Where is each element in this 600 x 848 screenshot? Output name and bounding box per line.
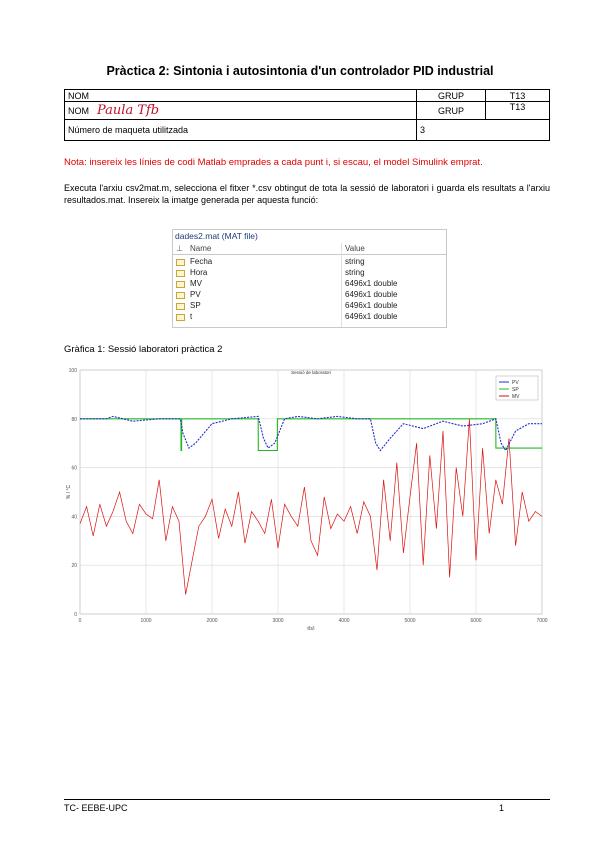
variable-icon — [176, 270, 185, 277]
workspace-screenshot — [172, 229, 447, 328]
page-title: Pràctica 2: Sintonia i autosintonia d'un controlador PID industrial — [106, 64, 494, 78]
handwritten-signature: Paula Tfb — [97, 103, 160, 118]
nom-label: NOM — [68, 106, 89, 116]
legend-label-sp: SP — [512, 387, 519, 393]
y-tick-label: 80 — [71, 416, 77, 423]
grup-value-2[interactable]: T13 — [486, 102, 550, 120]
var-name: t — [190, 312, 193, 321]
var-value: string — [345, 268, 365, 277]
name-column-header[interactable]: Name — [190, 244, 212, 253]
x-tick-label: 6000 — [470, 618, 482, 624]
value-column-header[interactable]: Value — [345, 244, 365, 253]
page-number: 1 — [499, 803, 505, 813]
nom-field-2[interactable] — [65, 102, 417, 120]
nom-label: NOM — [68, 90, 89, 101]
list-item[interactable] — [173, 301, 446, 312]
grup-label-cell: GRUP — [417, 102, 486, 120]
var-name: Hora — [190, 268, 208, 277]
variable-icon — [176, 259, 185, 266]
footer-divider — [64, 799, 550, 800]
var-value: 6496x1 double — [345, 279, 398, 288]
var-name: PV — [190, 290, 201, 299]
chart-title: Sessió de laboratori — [291, 370, 331, 375]
list-item[interactable] — [173, 312, 446, 323]
y-tick-label: 20 — [71, 563, 77, 570]
x-tick-label: 1000 — [140, 618, 152, 624]
x-tick-label: 0 — [78, 618, 82, 624]
x-tick-label: 5000 — [404, 618, 416, 624]
workspace-title: dades2.mat (MAT file) — [175, 231, 258, 241]
list-item[interactable] — [173, 290, 446, 301]
var-value: 6496x1 double — [345, 312, 398, 321]
sort-icon: ⊥ — [176, 244, 183, 253]
session-chart — [64, 362, 550, 630]
var-name: MV — [190, 279, 202, 288]
list-item[interactable] — [173, 268, 446, 279]
var-name: Fecha — [190, 257, 213, 266]
form-row-3 — [65, 120, 550, 141]
y-tick-label: 60 — [71, 465, 77, 472]
var-value: 6496x1 double — [345, 301, 398, 310]
list-item[interactable] — [173, 257, 446, 268]
legend-label-pv: PV — [512, 380, 519, 386]
var-name: SP — [190, 301, 201, 310]
maqueta-value[interactable]: 3 — [417, 120, 550, 141]
y-tick-label: 0 — [74, 612, 77, 618]
x-tick-label: 2000 — [206, 618, 218, 624]
x-axis-label: t(s) — [307, 626, 315, 630]
x-tick-label: 7000 — [536, 618, 548, 624]
var-value: string — [345, 257, 365, 266]
form-row-1 — [65, 90, 550, 102]
variable-icon — [176, 292, 185, 299]
maqueta-label: Número de maqueta utilitzada — [65, 120, 417, 141]
variable-icon — [176, 281, 185, 288]
workspace-header — [173, 243, 446, 255]
variable-icon — [176, 314, 185, 321]
var-value: 6496x1 double — [345, 290, 398, 299]
figure-caption: Gràfica 1: Sessió laboratori pràctica 2 — [64, 344, 223, 355]
x-tick-label: 3000 — [272, 618, 284, 624]
grup-value-1[interactable]: T13 — [486, 90, 550, 102]
x-tick-label: 4000 — [338, 618, 350, 624]
note-text: Nota: insereix les línies de codi Matlab emprades a cada punt i, si escau, el model Simulink emprat. — [64, 157, 483, 168]
student-form-table — [64, 89, 550, 141]
y-axis-label: % / °C — [66, 484, 72, 500]
list-item[interactable] — [173, 279, 446, 290]
y-tick-label: 100 — [68, 368, 77, 374]
footer-course: TC- EEBE-UPC — [64, 803, 128, 813]
instructions-paragraph: Executa l'arxiu csv2mat.m, selecciona el fitxer *.csv obtingut de tota la sessió de laboratori i guarda els resultats a l'arxiu resultados.mat. Insereix la imatge generada per aquesta funció: — [64, 183, 550, 205]
y-tick-label: 40 — [71, 514, 77, 521]
variable-icon — [176, 303, 185, 310]
legend-label-mv: MV — [512, 394, 520, 400]
form-row-2 — [65, 102, 550, 120]
nom-field-1[interactable] — [65, 90, 417, 102]
grup-label-cell: GRUP — [417, 90, 486, 102]
